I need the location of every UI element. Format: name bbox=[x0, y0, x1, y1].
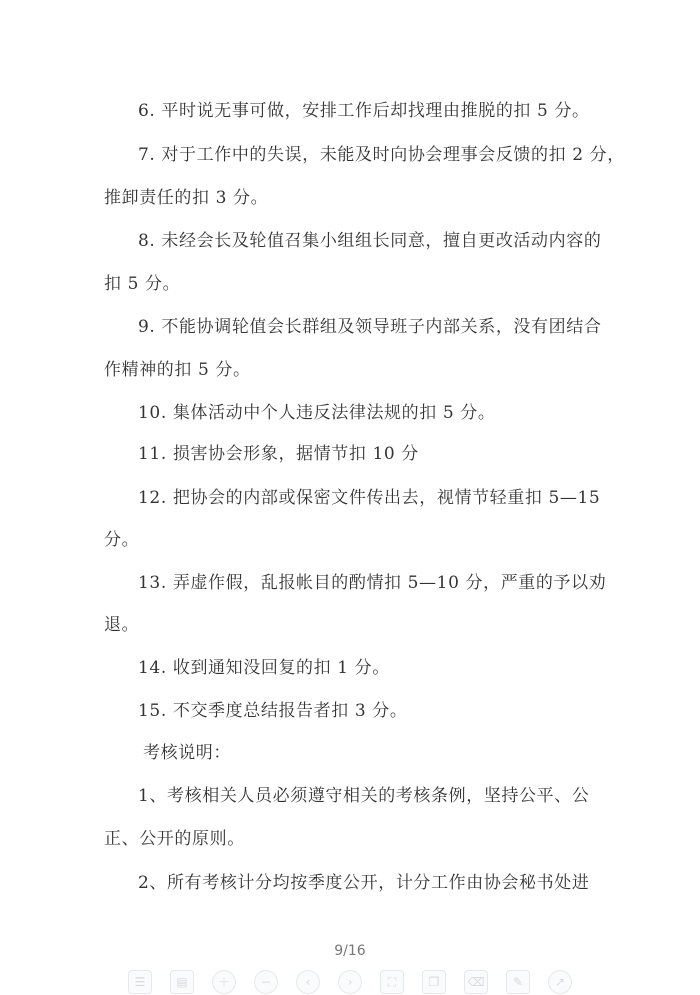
viewer-toolbar bbox=[0, 968, 700, 995]
document-line: 正、公开的原则。 bbox=[104, 829, 245, 849]
zoom-in-icon[interactable]: ＋ bbox=[212, 970, 236, 994]
bookmark-icon[interactable]: ▤ bbox=[170, 970, 194, 994]
document-line: 2、所有考核计分均按季度公开，计分工作由协会秘书处进 bbox=[138, 873, 590, 893]
document-line: 13. 弄虚作假，乱报帐目的酌情扣 5—10 分，严重的予以劝 bbox=[138, 573, 607, 593]
document-line: 作精神的扣 5 分。 bbox=[104, 360, 251, 380]
document-line: 14. 收到通知没回复的扣 1 分。 bbox=[138, 658, 390, 678]
document-line: 分。 bbox=[104, 530, 140, 550]
fit-page-icon[interactable]: ⛶ bbox=[380, 970, 404, 994]
document-line: 12. 把协会的内部或保密文件传出去，视情节轻重扣 5—15 bbox=[138, 488, 601, 508]
copy-icon[interactable]: ❐ bbox=[422, 970, 446, 994]
document-line: 1、考核相关人员必须遵守相关的考核条例，坚持公平、公 bbox=[138, 786, 590, 806]
next-page-icon[interactable]: › bbox=[338, 970, 362, 994]
document-line: 退。 bbox=[104, 615, 140, 635]
section-heading: 考核说明： bbox=[143, 743, 231, 763]
zoom-out-icon[interactable]: − bbox=[254, 970, 278, 994]
document-line: 7. 对于工作中的失误，未能及时向协会理事会反馈的扣 2 分， bbox=[138, 145, 625, 165]
document-line: 10. 集体活动中个人违反法律法规的扣 5 分。 bbox=[138, 403, 496, 423]
document-line: 8. 未经会长及轮值召集小组组长同意，擅自更改活动内容的 bbox=[138, 231, 602, 251]
document-line: 扣 5 分。 bbox=[104, 274, 181, 294]
document-line: 9. 不能协调轮值会长群组及领导班子内部关系，没有团结合 bbox=[138, 317, 602, 337]
delete-icon[interactable]: ⌫ bbox=[464, 970, 488, 994]
edit-icon[interactable]: ✎ bbox=[506, 970, 530, 994]
document-line: 11. 损害协会形象，据情节扣 10 分 bbox=[138, 444, 419, 464]
menu-icon[interactable]: ☰ bbox=[128, 970, 152, 994]
document-line: 15. 不交季度总结报告者扣 3 分。 bbox=[138, 701, 408, 721]
document-line: 推卸责任的扣 3 分。 bbox=[104, 188, 269, 208]
page-indicator: 9/16 bbox=[334, 943, 366, 959]
document-line: 6. 平时说无事可做，安排工作后却找理由推脱的扣 5 分。 bbox=[138, 101, 590, 121]
previous-page-icon[interactable]: ‹ bbox=[296, 970, 320, 994]
share-icon[interactable]: ↗ bbox=[548, 970, 572, 994]
